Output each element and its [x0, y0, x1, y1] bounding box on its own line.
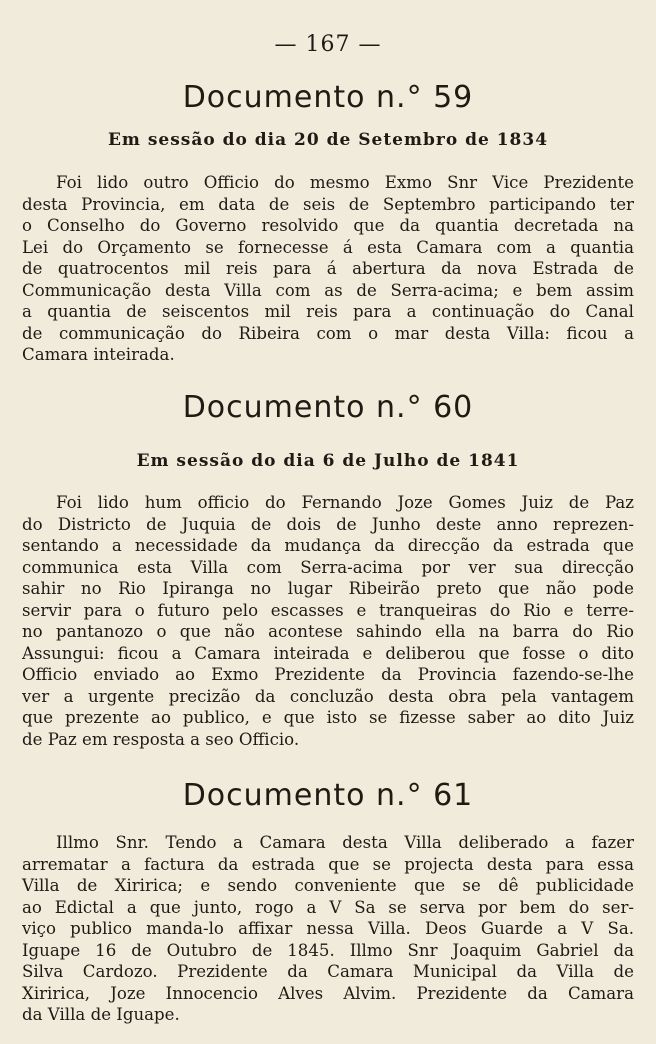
document-59-line: Foi lido outro Officio do mesmo Exmo Snr Vice Prezidente: [56, 173, 634, 192]
document-60-title: Documento n.° 60: [182, 390, 474, 425]
document-61-line: Silva Cardozo. Prezidente da Camara Municipal da Villa de: [22, 962, 634, 981]
document-60-line: que prezente ao publico, e que isto se fizesse saber ao dito Juiz: [22, 708, 634, 727]
document-60-line: ver a urgente precizão da concluzão desta obra pela vantagem: [22, 686, 634, 706]
document-61-line: ao Edictal a que junto, rogo a V Sa se serva por bem do ser-: [22, 897, 634, 917]
document-61-line: Villa de Xiririca; e sendo conveniente que se dê publicidade: [22, 876, 634, 895]
document-61-title: Documento n.° 61: [182, 778, 474, 813]
document-60-session: Em sessão do dia 6 de Julho de 1841: [136, 451, 520, 471]
document-59-line: a quantia de seiscentos mil reis para a continuação do Canal: [22, 302, 634, 321]
document-61-line: Illmo Snr. Tendo a Camara desta Villa deliberado a fazer: [56, 833, 634, 852]
document-59-line: de quatrocentos mil reis para á abertura da nova Estrada de: [22, 259, 634, 278]
document-61-line: da Villa de Iguape.: [22, 1005, 180, 1024]
document-60-line: sentando a necessidade da mudança da direcção da estrada que: [22, 536, 634, 555]
document-61-line: viço publico manda-lo affixar nessa Villa. Deos Guarde a V Sa.: [22, 919, 634, 938]
document-59-line: Communicação desta Villa com as de Serra-acima; e bem assim: [22, 280, 634, 300]
document-60-line: Foi lido hum officio do Fernando Joze Gomes Juiz de Paz: [56, 493, 634, 512]
document-60-line: communica esta Villa com Serra-acima por ver sua direcção: [22, 557, 634, 577]
document-59-session: Em sessão do dia 20 de Setembro de 1834: [107, 130, 549, 150]
document-59-line: de communicação do Ribeira com o mar desta Villa: ficou a: [22, 323, 634, 343]
document-61-body: [22, 832, 634, 1026]
document-59-title: Documento n.° 59: [182, 80, 474, 115]
document-59-line: desta Provincia, em data de seis de Septembro participando ter: [22, 194, 634, 214]
document-60-line: sahir no Rio Ipiranga no lugar Ribeirão preto que não pode: [22, 579, 634, 598]
document-59-line: Lei do Orçamento se fornecesse á esta Camara com a quantia: [22, 237, 634, 257]
page-number: — 167 —: [274, 32, 382, 57]
document-59-body: [22, 172, 634, 366]
document-60-line: do Districto de Juquia de dois de Junho deste anno reprezen-: [22, 514, 634, 534]
document-60-line: Officio enviado ao Exmo Prezidente da Provincia fazendo-se-lhe: [22, 665, 634, 684]
document-60-body: [22, 492, 634, 750]
document-61-line: arrematar a factura da estrada que se projecta desta para essa: [22, 854, 634, 874]
document-61-line: Xiririca, Joze Innocencio Alves Alvim. Prezidente da Camara: [22, 983, 634, 1003]
document-61-line: Iguape 16 de Outubro de 1845. Illmo Snr Joaquim Gabriel da: [22, 940, 634, 960]
document-59-line: Camara inteirada.: [22, 345, 175, 364]
document-59-line: o Conselho do Governo resolvido que da quantia decretada na: [22, 216, 634, 235]
document-60-line: servir para o futuro pelo escasses e tranqueiras do Rio e terre-: [22, 600, 634, 620]
document-60-line: Assungui: ficou a Camara inteirada e deliberou que fosse o dito: [22, 643, 634, 663]
document-60-line: no pantanozo o que não acontese sahindo ella na barra do Rio: [22, 622, 634, 641]
document-60-line: de Paz em resposta a seo Officio.: [22, 729, 300, 749]
